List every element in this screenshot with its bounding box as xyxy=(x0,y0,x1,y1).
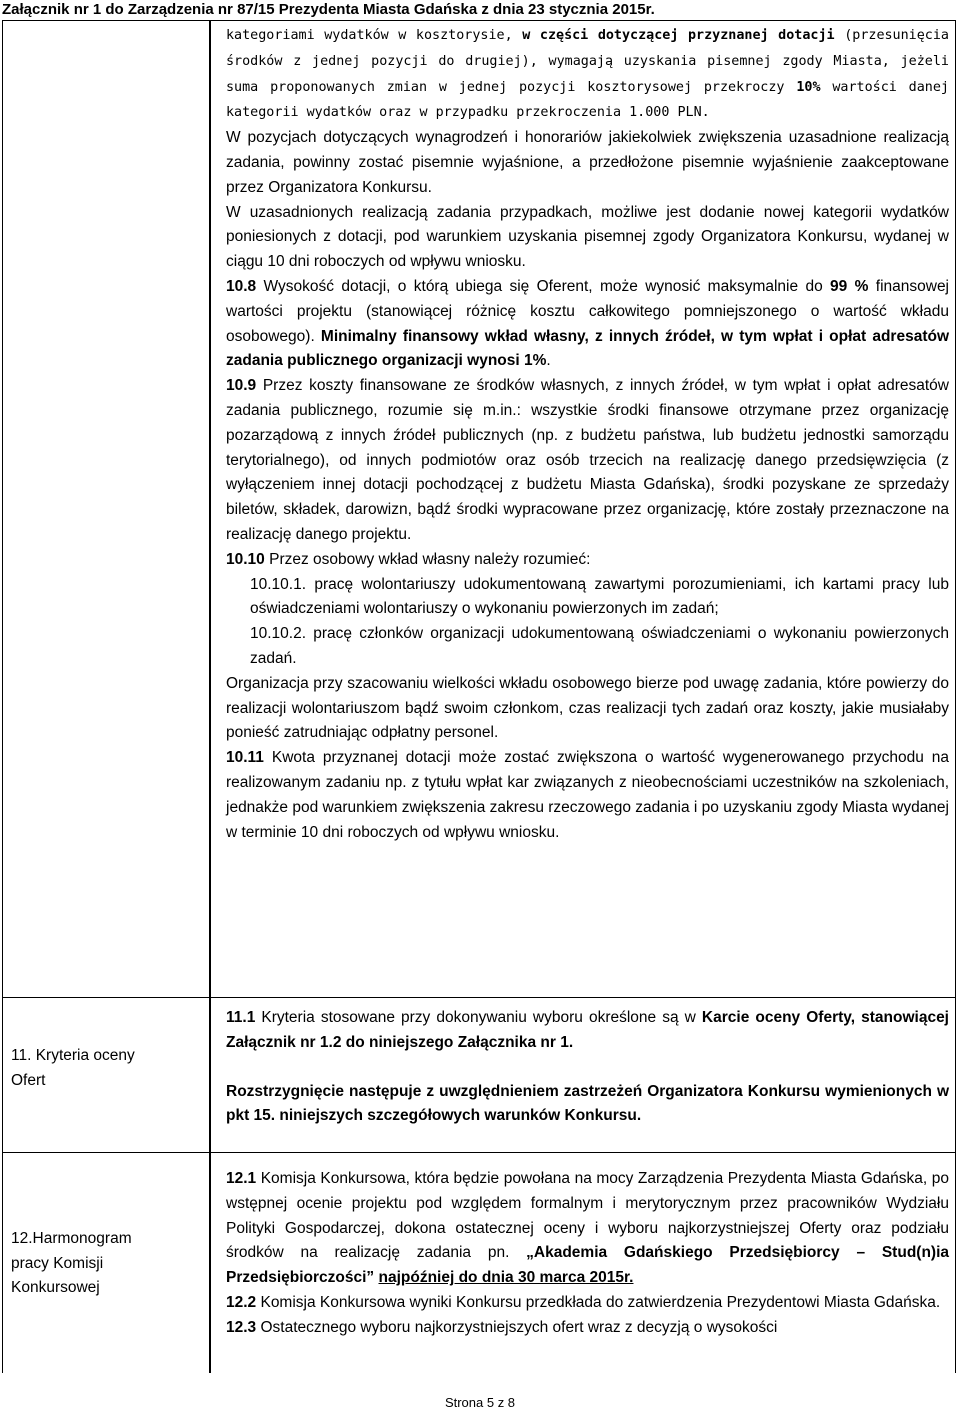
paragraph-new-category: W uzasadnionych realizacją zadania przypadkach, możliwe jest dodanie nowej kategorii wydatków poniesionych z dotacji, pod warunkiem uzyskania pisemnej zgody Organizatora Konkursu, wydanej w ciągu 10 dni roboczych od wpływu wniosku. xyxy=(226,203,949,271)
paragraph-10-11: 10.11 Kwota przyznanej dotacji może zostać zwiększona o wartość wygenerowanego przychodu na realizowanym zadaniu np. z tytułu wpłat kar związanych z nieobecnościami uczestników na szkoleniach, jednakże pod warunkiem zwiększenia zakresu rzeczowego zadania i po uzyskaniu zgody Miasta wydanej w terminie 10 dni roboczych od wpływu wniosku. xyxy=(226,749,949,841)
paragraph-12-1: 12.1 Komisja Konkursowa, która będzie powołana na mocy Zarządzenia Prezydenta Miasta Gdańska, po wstępnej ocenie projektu pod względem formalnym i merytorycznym przez pracowników Wydziału Polityki Gospodarczej, dokona ostatecznej oceny i wyboru najkorzystniejszej Oferty oraz podziału środków na realizację zadania pn. „Akademia Gdańskiego Przedsiębiorcy – Stud(n)ia Przedsiębiorczości” najpóźniej do dnia 30 marca 2015r. xyxy=(226,1170,949,1287)
paragraph-budget-shifts: kategoriami wydatków w kosztorysie, w części dotyczącej przyznanej dotacji (przesunięcia środków z jednej pozycji do drugiej), wymagają uzyskania pisemnej zgody Miasta, jeżeli suma proponowanych zmian w jednej pozycji kosztorysowej przekroczy 10% wartości danej kategorii wydatków oraz w przypadku przekroczenia 1.000 PLN. xyxy=(226,28,949,121)
content-table xyxy=(2,20,956,1373)
paragraph-10-10-1: 10.10.1. pracę wolontariuszy udokumentowaną zawartymi porozumieniami, ich kartami pracy lub oświadczeniami wolontariuszy o wykonaniu powierzonych im zadań; xyxy=(250,575,949,618)
section11-label: 11. Kryteria oceny Ofert xyxy=(11,1047,135,1089)
left-cell-section12 xyxy=(2,1152,210,1373)
left-cell-section10 xyxy=(2,20,210,998)
paragraph-11-1: 11.1 Kryteria stosowane przy dokonywaniu wyboru określone są w Karcie oceny Oferty, stanowiącej Załącznik nr 1.2 do niniejszego Załącznika nr 1. xyxy=(226,1009,949,1051)
paragraph-10-10-2: 10.10.2. pracę członków organizacji udokumentowaną oświadczeniami o wykonaniu powierzonych zadań. xyxy=(250,625,949,667)
paragraph-10-10: 10.10 Przez osobowy wkład własny należy rozumieć: xyxy=(226,550,591,568)
paragraph-10-8: 10.8 Wysokość dotacji, o którą ubiega się Oferent, może wynosić maksymalnie do 99 % finansowej wartości projektu (stanowiącej różnicę kosztu całkowitego pomniejszonego o wartość wkładu osobowego). Minimalny finansowy wkład własny, z innych źródeł, w tym wpłat i opłat adresatów zadania publicznego organizacji wynosi 1%. xyxy=(226,277,950,370)
paragraph-10-9: 10.9 Przez koszty finansowane ze środków własnych, z innych źródeł, w tym wpłat i opłat adresatów zadania publicznego, rozumie się m.in.: wszystkie środki finansowe otrzymane przez organizację pozarządową z innych źródeł publicznych (np. z budżetu państwa, lub budżetu jednostki samorządu terytorialnego), od innych podmiotów oraz osób trzecich na realizację danego przedsięwzięcia (z wyłączeniem innej dotacji pochodzącej z budżetu Miasta Gdańska), środki pozyskane ze sprzedaży biletów, składek, darowizn, bądź środki wypracowane przez organizację, które zostały przeznaczone na realizację danego projektu. xyxy=(226,377,949,543)
right-cell-section10 xyxy=(210,20,956,998)
page-number: Strona 5 z 8 xyxy=(444,1395,516,1410)
section12-label: 12.Harmonogram pracy Komisji Konkursowej xyxy=(11,1230,132,1296)
right-cell-section11 xyxy=(210,997,956,1153)
paragraph-12-2: 12.2 Komisja Konkursowa wyniki Konkursu przedkłada do zatwierdzenia Prezydentowi Miasta Gdańska. xyxy=(226,1293,941,1311)
document-header: Załącznik nr 1 do Zarządzenia nr 87/15 Prezydenta Miasta Gdańska z dnia 23 stycznia 2015r. xyxy=(2,1,655,18)
right-cell-section12 xyxy=(210,1152,956,1373)
paragraph-decision: Rozstrzygnięcie następuje z uwzględnieniem zastrzeżeń Organizatora Konkursu wymienionych w pkt 15. niniejszych szczegółowych warunków Konkursu. xyxy=(226,1082,949,1125)
paragraph-salaries: W pozycjach dotyczących wynagrodzeń i honorariów jakiekolwiek zwiększenia uzasadnione realizacją zadania, powinny zostać pisemnie wyjaśnione, a przedłożone pisemnie wyjaśnienie zaakceptowane przez Organizatora Konkursu. xyxy=(226,129,949,196)
paragraph-12-3: 12.3 Ostatecznego wyboru najkorzystniejszych ofert wraz z decyzją o wysokości xyxy=(226,1318,778,1336)
left-cell-section11 xyxy=(2,997,210,1153)
paragraph-personal-contribution: Organizacja przy szacowaniu wielkości wkładu osobowego bierze pod uwagę zadania, które powierzy do realizacji wolontariuszom bądź swoim członkom, czas realizacji tych zadań oraz koszty, jakie musiałaby ponieść zatrudniając odpłatny personel. xyxy=(226,674,949,742)
